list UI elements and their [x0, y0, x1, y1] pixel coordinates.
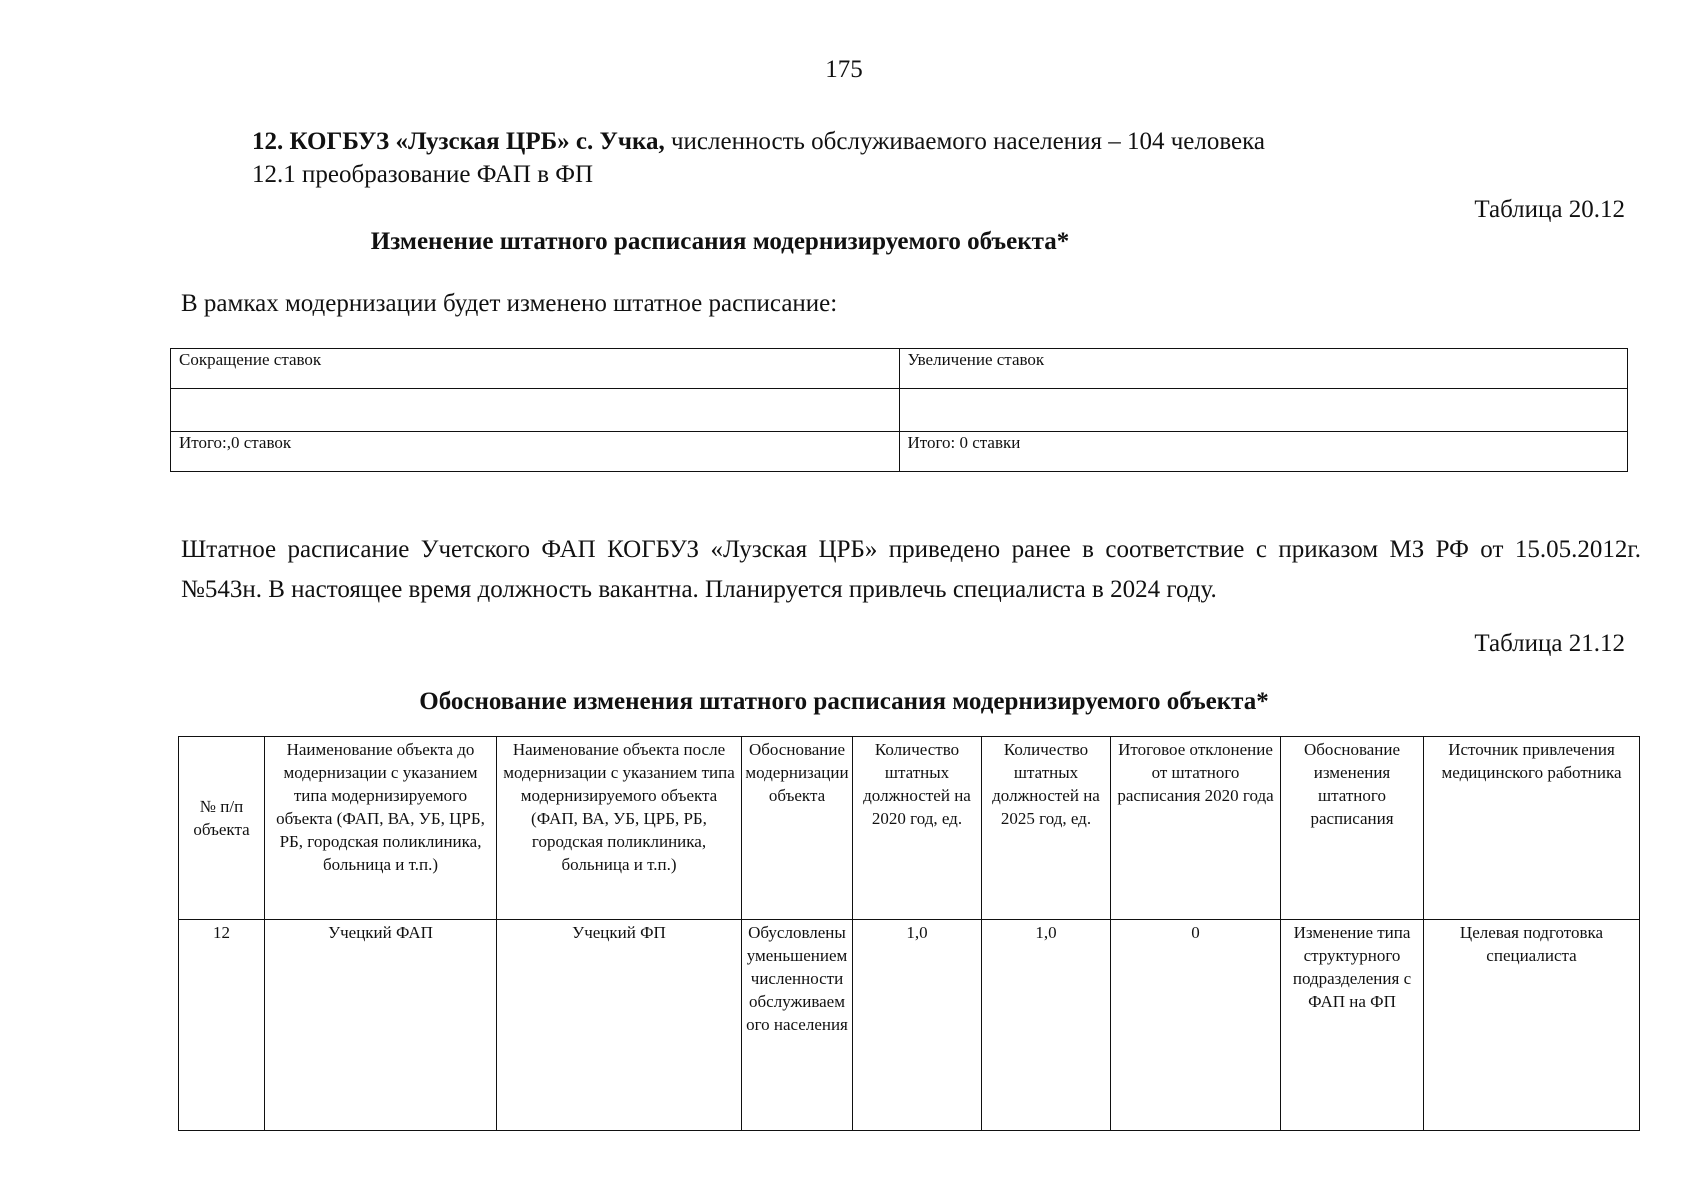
cell-name-after: Учецкий ФП	[497, 920, 742, 1131]
header-name-after: Наименование объекта после модернизации с указанием типа модернизируемого объекта (ФАП, ВА, УБ, ЦРБ, РБ, городская поликлиника, больница и т.п.)	[497, 737, 742, 920]
table-row	[171, 432, 1628, 472]
page-number: 175	[825, 56, 863, 83]
header-name-before: Наименование объекта до модернизации с указанием типа модернизируемого объекта (ФАП, ВА, УБ, ЦРБ, РБ, городская поликлиника, больница и т.п.)	[265, 737, 497, 920]
header-justification: Обоснование модернизации объекта	[742, 737, 853, 920]
cell-worker-source: Целевая подготовка специалиста	[1424, 920, 1640, 1131]
table1-intro: В рамках модернизации будет изменено штатное расписание:	[181, 290, 838, 317]
cell-deviation: 0	[1111, 920, 1281, 1131]
increase-total: Итого: 0 ставки	[899, 432, 1628, 472]
cell-staff-2020: 1,0	[853, 920, 982, 1131]
table-row	[179, 920, 1640, 1131]
table1-title: Изменение штатного расписания модернизируемого объекта*	[370, 228, 1070, 255]
table2-label: Таблица 21.12	[1474, 630, 1625, 657]
staff-change-table	[170, 348, 1628, 472]
table1-label: Таблица 20.12	[1474, 196, 1625, 223]
cell-staff-change-reason: Изменение типа структурного подразделения с ФАП на ФП	[1281, 920, 1424, 1131]
header-staff-change-reason: Обоснование изменения штатного расписания	[1281, 737, 1424, 920]
reduction-total: Итого:,0 ставок	[171, 432, 900, 472]
table-row	[171, 349, 1628, 389]
increase-header: Увеличение ставок	[899, 349, 1628, 389]
cell-staff-2025: 1,0	[982, 920, 1111, 1131]
table-header-row	[179, 737, 1640, 920]
table-row	[171, 389, 1628, 432]
section-heading	[252, 128, 1265, 156]
header-staff-2025: Количество штатных должностей на 2025 год, ед.	[982, 737, 1111, 920]
reduction-header: Сокращение ставок	[171, 349, 900, 389]
body-paragraph: Штатное расписание Учетского ФАП КОГБУЗ «Лузская ЦРБ» приведено ранее в соответствие с приказом МЗ РФ от 15.05.2012г. №543н. В настоящее время должность вакантна. Планируется привлечь специалиста в 2024 году.	[181, 536, 1641, 603]
cell-object-number: 12	[179, 920, 265, 1131]
increase-value	[899, 389, 1628, 432]
table2-title: Обоснование изменения штатного расписания модернизируемого объекта*	[419, 688, 1269, 715]
header-object-number: № п/п объекта	[179, 737, 265, 920]
subsection-title: 12.1 преобразование ФАП в ФП	[252, 161, 594, 188]
cell-justification: Обусловлены уменьшением численности обслуживаемого населения	[742, 920, 853, 1131]
section-heading-rest: численность обслуживаемого населения – 104 человека	[664, 128, 1265, 155]
reduction-value	[171, 389, 900, 432]
section-heading-bold: 12. КОГБУЗ «Лузская ЦРБ» с. Учка,	[252, 128, 665, 155]
justification-table	[178, 736, 1640, 1131]
header-deviation: Итоговое отклонение от штатного расписания 2020 года	[1111, 737, 1281, 920]
header-worker-source: Источник привлечения медицинского работника	[1424, 737, 1640, 920]
header-staff-2020: Количество штатных должностей на 2020 год, ед.	[853, 737, 982, 920]
cell-name-before: Учецкий ФАП	[265, 920, 497, 1131]
